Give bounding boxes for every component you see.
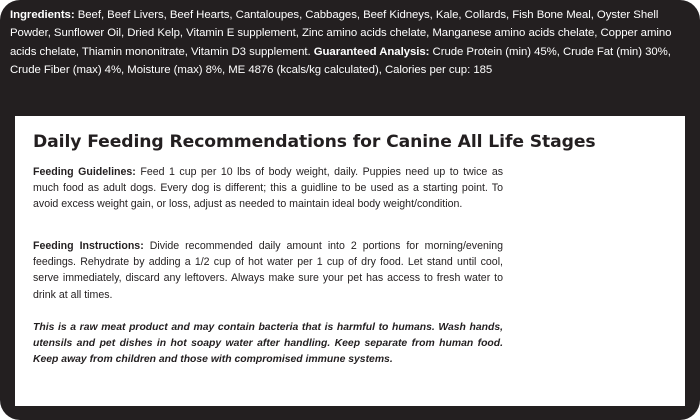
guaranteed-analysis-values: Crude Protein (min) 45%, Crude Fat (min) 30%, Crude Fiber (max) 4%, Moisture (max) 8%, ME 4876 (kcals/kg calculated), Calories per cup: 185 <box>10 45 671 76</box>
feeding-guidelines-text: Feed 1 cup per 10 lbs of body weight, daily. Puppies need up to twice as much food as adult dogs. Every dog is different; this a guidline to be used as a starting point. To avoid excess weight gain, or loss, adjust as needed to maintain ideal body weight/condition. <box>33 166 504 211</box>
guaranteed-analysis-heading: Guaranteed Analysis: <box>313 45 430 58</box>
feeding-guidelines <box>33 164 503 213</box>
feeding-title: Daily Feeding Recommendations for Canine All Life Stages <box>33 132 596 152</box>
ingredients-list: Beef, Beef Livers, Beef Hearts, Cantaloupes, Cabbages, Beef Kidneys, Kale, Collards, Fish Bone Meal, Oyster Shell Powder, Sunflower Oil, Dried Kelp, Vitamin E supplement, Zinc amino acids chelate, Manganese amino acids chelate, Copper amino acids chelate, Thiamin mononitrate, Vitamin D3 supplement. <box>10 9 672 58</box>
safety-warning: This is a raw meat product and may contain bacteria that is harmful to humans. Wash hands, utensils and pet dishes in hot soapy water after handling. Keep separate from human food. Keep away from children and those with compromised immune systems. <box>33 322 503 366</box>
feeding-instructions-text: Divide recommended daily amount into 2 portions for morning/evening feedings. Rehydrate by adding a 1/2 cup of hot water per 1 cup of dry food. Let stand until cool, serve immediately, discard any leftovers. Always make sure your pet has access to fresh water to drink at all times. <box>33 240 503 301</box>
ingredients-heading: Ingredients: <box>10 9 75 21</box>
feeding-instructions <box>33 238 503 303</box>
ingredients-block <box>10 6 694 79</box>
feeding-guidelines-heading: Feeding Guidelines: <box>33 166 136 178</box>
feeding-panel <box>15 116 685 406</box>
feeding-instructions-heading: Feeding Instructions: <box>33 240 144 252</box>
